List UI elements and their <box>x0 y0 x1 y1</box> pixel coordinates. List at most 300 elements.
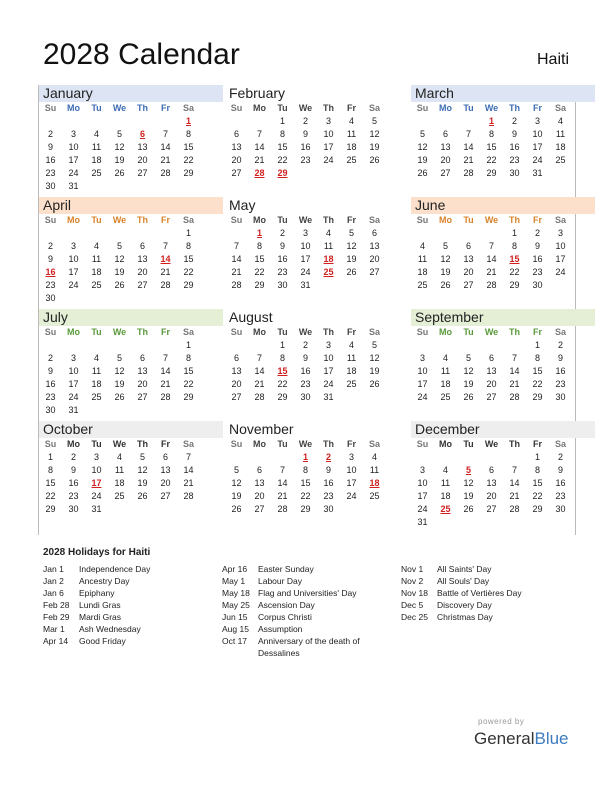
day-cell: 7 <box>256 129 262 139</box>
day-cell: 8 <box>279 129 285 139</box>
week-row <box>411 115 595 128</box>
day-cell: 10 <box>68 366 79 376</box>
holiday-item <box>401 575 571 587</box>
day-cell: 27 <box>160 491 171 501</box>
brand-general: General <box>474 729 535 748</box>
day-cell: 13 <box>231 366 242 376</box>
weekday-label: We <box>298 439 313 449</box>
day-cell: 13 <box>137 254 148 264</box>
day-cell: 22 <box>532 379 543 389</box>
empty-cell <box>225 339 248 352</box>
month-name: August <box>225 309 409 326</box>
day-cell: 3 <box>534 116 540 126</box>
day-cell: 2 <box>302 340 308 350</box>
day-cell: 28 <box>160 392 171 402</box>
day-cell: 30 <box>45 293 56 303</box>
day-cell: 20 <box>486 379 497 389</box>
empty-cell <box>108 292 131 305</box>
empty-cell <box>434 227 457 240</box>
day-cell: 13 <box>486 366 497 376</box>
day-cell: 3 <box>419 353 425 363</box>
day-cell: 5 <box>116 129 122 139</box>
day-cell: 16 <box>300 142 311 152</box>
weekday-label: Th <box>323 215 334 225</box>
empty-cell <box>457 339 480 352</box>
day-cell: 30 <box>555 504 566 514</box>
empty-cell <box>154 115 177 128</box>
day-cell: 13 <box>137 142 148 152</box>
day-cell: 14 <box>254 366 265 376</box>
week-row <box>39 490 223 503</box>
day-cell: 9 <box>557 465 563 475</box>
day-cell: 22 <box>277 155 288 165</box>
empty-cell <box>317 279 340 292</box>
day-cell: 19 <box>231 491 242 501</box>
day-cell: 21 <box>254 155 265 165</box>
day-cell: 15 <box>277 366 288 376</box>
empty-cell <box>154 292 177 305</box>
day-cell: 17 <box>68 155 79 165</box>
month-october <box>39 421 223 516</box>
week-row <box>225 279 409 292</box>
month-december <box>411 421 595 529</box>
day-cell: 31 <box>300 280 311 290</box>
holiday-date: Apr 16 <box>222 564 248 574</box>
brand-logo[interactable] <box>474 729 569 749</box>
week-row <box>39 365 223 378</box>
week-row <box>225 253 409 266</box>
day-cell: 29 <box>183 392 194 402</box>
day-cell: 22 <box>486 155 497 165</box>
weekday-label: We <box>298 215 313 225</box>
weekday-label: Th <box>137 327 148 337</box>
day-cell: 15 <box>277 142 288 152</box>
day-cell: 26 <box>417 168 428 178</box>
holiday-date: Jan 2 <box>43 576 64 586</box>
holiday-date: Jun 15 <box>222 612 248 622</box>
month-name: February <box>225 85 409 102</box>
day-cell: 18 <box>555 142 566 152</box>
day-cell: 10 <box>68 254 79 264</box>
day-cell: 5 <box>465 465 471 475</box>
day-cell: 15 <box>486 142 497 152</box>
holiday-date: Feb 28 <box>43 600 70 610</box>
day-cell: 16 <box>45 267 56 277</box>
holiday-name: Ash Wednesday <box>79 624 141 634</box>
holiday-item <box>222 623 392 635</box>
holiday-name: Corpus Christi <box>258 612 312 622</box>
week-row <box>39 503 223 516</box>
day-cell: 13 <box>486 478 497 488</box>
day-cell: 26 <box>346 267 357 277</box>
empty-cell <box>411 115 434 128</box>
day-cell: 2 <box>279 228 285 238</box>
week-row <box>39 253 223 266</box>
empty-cell <box>480 451 503 464</box>
week-row <box>411 503 595 516</box>
week-row <box>225 378 409 391</box>
day-cell: 19 <box>463 491 474 501</box>
holidays-title: 2028 Holidays for Haiti <box>43 547 151 558</box>
day-cell: 9 <box>325 465 331 475</box>
day-cell: 30 <box>68 504 79 514</box>
day-cell: 22 <box>532 491 543 501</box>
day-cell: 26 <box>463 504 474 514</box>
weekday-label: Th <box>323 439 334 449</box>
day-cell: 24 <box>68 392 79 402</box>
holiday-item <box>222 575 392 587</box>
day-cell: 28 <box>231 280 242 290</box>
empty-cell <box>154 404 177 417</box>
week-row <box>39 464 223 477</box>
weekday-label: Fr <box>533 327 542 337</box>
week-row <box>225 365 409 378</box>
weekday-label: We <box>112 439 127 449</box>
day-cell: 27 <box>254 504 265 514</box>
day-cell: 7 <box>233 241 239 251</box>
day-cell: 14 <box>160 254 171 264</box>
holiday-name: Epiphany <box>79 588 115 598</box>
weekday-label: Mo <box>253 439 266 449</box>
empty-cell <box>294 167 317 180</box>
weekday-label: Fr <box>161 103 170 113</box>
day-cell: 3 <box>325 116 331 126</box>
day-cell: 11 <box>91 142 102 152</box>
day-cell: 15 <box>183 142 194 152</box>
day-cell: 1 <box>534 340 540 350</box>
empty-cell <box>131 503 154 516</box>
day-cell: 14 <box>463 142 474 152</box>
weekday-label: Fr <box>347 103 356 113</box>
holiday-item <box>401 599 571 611</box>
weekday-label: Sa <box>182 103 194 113</box>
empty-cell <box>457 516 480 529</box>
day-cell: 24 <box>417 392 428 402</box>
weekday-label: Tu <box>91 439 102 449</box>
day-cell: 17 <box>323 142 334 152</box>
day-cell: 23 <box>45 280 56 290</box>
week-row <box>411 391 595 404</box>
day-cell: 11 <box>91 366 102 376</box>
day-cell: 23 <box>300 379 311 389</box>
day-cell: 24 <box>91 491 102 501</box>
day-cell: 21 <box>231 267 242 277</box>
weekday-label: Su <box>416 439 429 449</box>
day-cell: 5 <box>465 353 471 363</box>
day-cell: 18 <box>346 142 357 152</box>
day-cell: 16 <box>277 254 288 264</box>
weekday-label: Mo <box>67 327 80 337</box>
empty-cell <box>85 115 108 128</box>
day-cell: 9 <box>279 241 285 251</box>
holiday-name: Ascension Day <box>258 600 315 610</box>
day-cell: 26 <box>369 155 380 165</box>
week-row <box>411 451 595 464</box>
holiday-name: Mardi Gras <box>79 612 122 622</box>
empty-cell <box>131 115 154 128</box>
empty-cell <box>549 279 572 292</box>
day-cell: 28 <box>160 168 171 178</box>
weekday-label: Th <box>509 215 520 225</box>
day-cell: 29 <box>300 504 311 514</box>
weekday-label: Su <box>230 103 243 113</box>
day-cell: 30 <box>45 181 56 191</box>
day-cell: 17 <box>323 366 334 376</box>
holiday-date: Mar 1 <box>43 624 65 634</box>
weekday-label: Su <box>416 103 429 113</box>
week-row <box>39 339 223 352</box>
weekday-label: Su <box>416 327 429 337</box>
weekday-label: Mo <box>253 215 266 225</box>
weekday-header <box>225 214 409 227</box>
weekday-label: Tu <box>277 439 288 449</box>
day-cell: 11 <box>346 353 357 363</box>
day-cell: 7 <box>162 353 168 363</box>
empty-cell <box>177 503 200 516</box>
day-cell: 18 <box>91 267 102 277</box>
day-cell: 8 <box>488 129 494 139</box>
day-cell: 6 <box>233 129 239 139</box>
empty-cell <box>177 292 200 305</box>
holiday-name: Independence Day <box>79 564 151 574</box>
week-row <box>225 227 409 240</box>
empty-cell <box>154 503 177 516</box>
day-cell: 23 <box>277 267 288 277</box>
empty-cell <box>85 227 108 240</box>
week-row <box>411 352 595 365</box>
day-cell: 23 <box>555 379 566 389</box>
day-cell: 14 <box>509 366 520 376</box>
day-cell: 8 <box>534 353 540 363</box>
day-cell: 15 <box>532 366 543 376</box>
day-cell: 10 <box>346 465 357 475</box>
day-cell: 5 <box>442 241 448 251</box>
holiday-column-2 <box>222 563 392 659</box>
day-cell: 11 <box>91 254 102 264</box>
day-cell: 13 <box>137 366 148 376</box>
day-cell: 16 <box>45 379 56 389</box>
day-cell: 1 <box>534 452 540 462</box>
day-cell: 20 <box>231 155 242 165</box>
empty-cell <box>317 167 340 180</box>
day-cell: 24 <box>68 280 79 290</box>
empty-cell <box>340 167 363 180</box>
day-cell: 26 <box>463 392 474 402</box>
day-cell: 13 <box>369 241 380 251</box>
day-cell: 18 <box>417 267 428 277</box>
week-row <box>39 180 223 193</box>
day-cell: 7 <box>162 241 168 251</box>
day-cell: 1 <box>47 452 53 462</box>
day-cell: 27 <box>486 392 497 402</box>
weekday-label: Th <box>137 215 148 225</box>
weekday-label: Fr <box>161 215 170 225</box>
weekday-label: Tu <box>277 327 288 337</box>
day-cell: 9 <box>47 254 53 264</box>
day-cell: 23 <box>509 155 520 165</box>
day-cell: 24 <box>323 379 334 389</box>
day-cell: 8 <box>279 353 285 363</box>
holiday-name: Christmas Day <box>437 612 493 622</box>
weekday-label: Sa <box>554 439 566 449</box>
day-cell: 11 <box>323 241 334 251</box>
day-cell: 13 <box>440 142 451 152</box>
day-cell: 15 <box>300 478 311 488</box>
day-cell: 18 <box>323 254 334 264</box>
weekday-label: We <box>484 327 499 337</box>
weekday-label: Mo <box>439 215 452 225</box>
holiday-date: Nov 18 <box>401 588 428 598</box>
month-january <box>39 85 223 193</box>
day-cell: 27 <box>137 280 148 290</box>
week-row <box>39 477 223 490</box>
weekday-header <box>411 102 595 115</box>
holiday-name: Ancestry Day <box>79 576 130 586</box>
empty-cell <box>480 516 503 529</box>
day-cell: 14 <box>277 478 288 488</box>
week-row <box>39 141 223 154</box>
empty-cell <box>549 516 572 529</box>
month-august <box>225 309 409 404</box>
day-cell: 28 <box>183 491 194 501</box>
day-cell: 13 <box>254 478 265 488</box>
weekday-label: Fr <box>347 215 356 225</box>
weekday-label: Fr <box>533 103 542 113</box>
weekday-label: We <box>298 103 313 113</box>
day-cell: 16 <box>555 478 566 488</box>
day-cell: 24 <box>68 168 79 178</box>
day-cell: 27 <box>137 168 148 178</box>
week-row <box>39 279 223 292</box>
empty-cell <box>62 115 85 128</box>
day-cell: 6 <box>442 129 448 139</box>
day-cell: 4 <box>348 340 354 350</box>
week-row <box>39 404 223 417</box>
holiday-date: Jan 6 <box>43 588 64 598</box>
day-cell: 20 <box>137 379 148 389</box>
weekday-label: Tu <box>277 103 288 113</box>
weekday-label: Mo <box>67 103 80 113</box>
page-title: 2028 Calendar <box>43 38 240 71</box>
holiday-name: Flag and Universities' Day <box>258 588 357 598</box>
day-cell: 11 <box>440 478 451 488</box>
day-cell: 13 <box>231 142 242 152</box>
weekday-label: Sa <box>554 215 566 225</box>
day-cell: 22 <box>183 267 194 277</box>
empty-cell <box>85 339 108 352</box>
day-cell: 6 <box>256 465 262 475</box>
day-cell: 18 <box>346 366 357 376</box>
day-cell: 23 <box>68 491 79 501</box>
month-may <box>225 197 409 292</box>
day-cell: 20 <box>231 379 242 389</box>
day-cell: 23 <box>323 491 334 501</box>
week-row <box>225 266 409 279</box>
day-cell: 27 <box>463 280 474 290</box>
empty-cell <box>85 404 108 417</box>
week-row <box>225 451 409 464</box>
day-cell: 19 <box>114 155 125 165</box>
holiday-item <box>43 563 213 575</box>
empty-cell <box>363 391 386 404</box>
day-cell: 20 <box>486 491 497 501</box>
day-cell: 25 <box>91 168 102 178</box>
weekday-label: Mo <box>67 439 80 449</box>
day-cell: 30 <box>509 168 520 178</box>
day-cell: 3 <box>419 465 425 475</box>
month-june <box>411 197 595 292</box>
weekday-label: We <box>484 215 499 225</box>
day-cell: 15 <box>183 254 194 264</box>
empty-cell <box>248 115 271 128</box>
empty-cell <box>434 516 457 529</box>
day-cell: 11 <box>369 465 380 475</box>
holiday-item <box>43 575 213 587</box>
day-cell: 15 <box>532 478 543 488</box>
month-name: October <box>39 421 223 438</box>
week-row <box>411 128 595 141</box>
day-cell: 10 <box>417 366 428 376</box>
week-row <box>39 227 223 240</box>
day-cell: 7 <box>465 129 471 139</box>
day-cell: 8 <box>256 241 262 251</box>
empty-cell <box>225 227 248 240</box>
day-cell: 29 <box>183 280 194 290</box>
holiday-item <box>401 587 571 599</box>
day-cell: 25 <box>417 280 428 290</box>
empty-cell <box>131 227 154 240</box>
empty-cell <box>434 115 457 128</box>
week-row <box>39 266 223 279</box>
day-cell: 21 <box>509 491 520 501</box>
brand-blue: Blue <box>534 729 569 748</box>
day-cell: 25 <box>555 155 566 165</box>
day-cell: 17 <box>417 379 428 389</box>
day-cell: 28 <box>486 280 497 290</box>
day-cell: 16 <box>509 142 520 152</box>
day-cell: 25 <box>440 392 451 402</box>
week-row <box>39 115 223 128</box>
weekday-label: Th <box>137 439 148 449</box>
day-cell: 25 <box>323 267 334 277</box>
day-cell: 16 <box>323 478 334 488</box>
holiday-item <box>222 563 392 575</box>
weekday-label: We <box>112 327 127 337</box>
day-cell: 14 <box>160 366 171 376</box>
day-cell: 26 <box>369 379 380 389</box>
month-july <box>39 309 223 417</box>
weekday-label: We <box>112 103 127 113</box>
day-cell: 15 <box>254 254 265 264</box>
weekday-header <box>39 326 223 339</box>
empty-cell <box>154 339 177 352</box>
week-row <box>411 464 595 477</box>
day-cell: 27 <box>369 267 380 277</box>
day-cell: 29 <box>532 504 543 514</box>
day-cell: 30 <box>277 280 288 290</box>
week-row <box>225 128 409 141</box>
day-cell: 3 <box>348 452 354 462</box>
holiday-date: Feb 29 <box>43 612 70 622</box>
weekday-label: Fr <box>161 327 170 337</box>
day-cell: 29 <box>486 168 497 178</box>
month-november <box>225 421 409 516</box>
week-row <box>411 141 595 154</box>
weekday-label: Fr <box>533 439 542 449</box>
day-cell: 10 <box>532 129 543 139</box>
holiday-item <box>43 599 213 611</box>
holiday-name: All Souls' Day <box>437 576 490 586</box>
